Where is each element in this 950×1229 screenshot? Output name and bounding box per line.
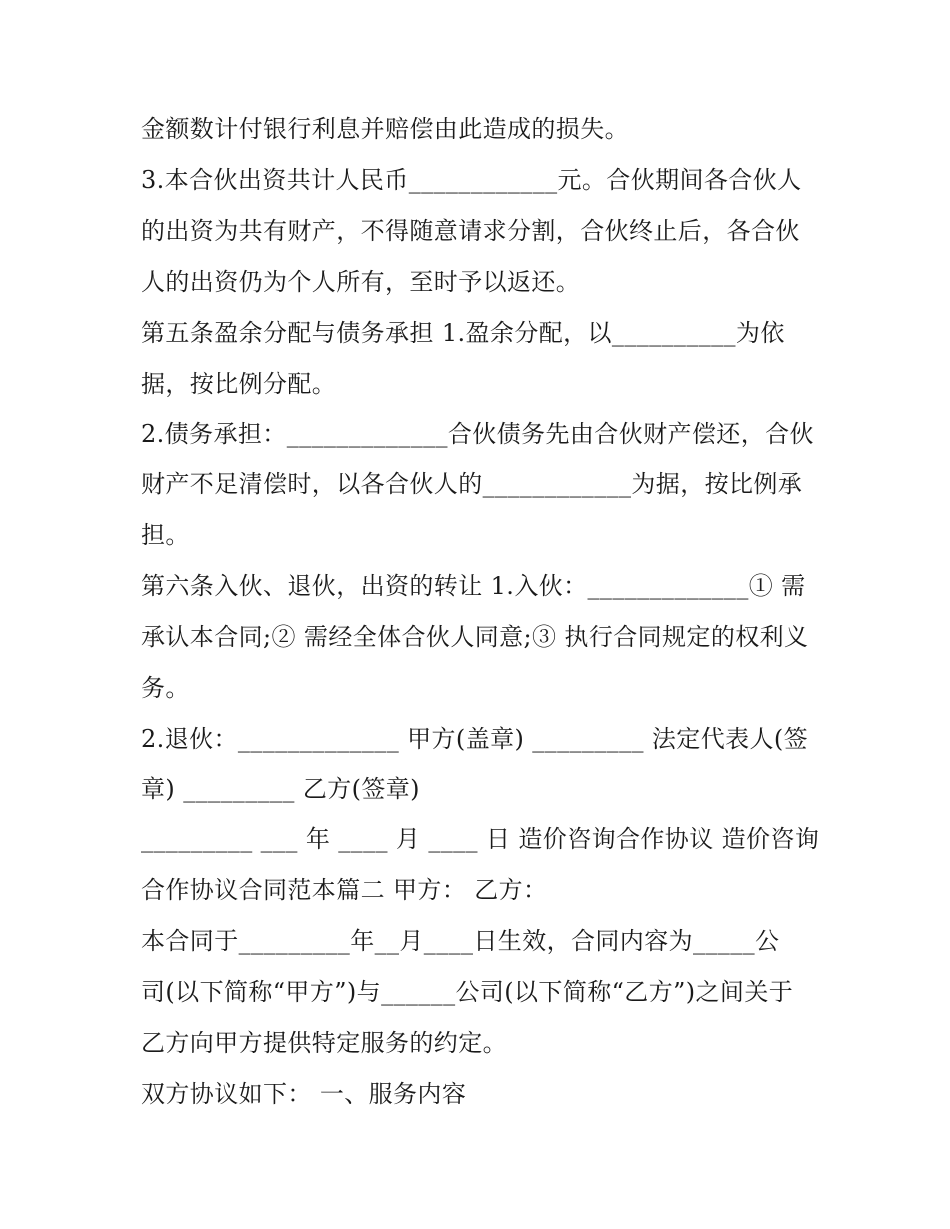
- text-line: 担。: [141, 521, 190, 549]
- text-line: 合作协议合同范本篇二 甲方： 乙方：: [141, 876, 548, 904]
- text-line: 司(以下简称“甲方”)与______公司(以下简称“乙方”)之间关于: [141, 978, 794, 1006]
- text-line: 2.债务承担：_____________合伙债务先由合伙财产偿还，合伙: [141, 420, 814, 448]
- text-line: 乙方向甲方提供特定服务的约定。: [141, 1029, 507, 1057]
- text-line: _________ ___ 年 ____ 月 ____ 日 造价咨询合作协议 造价咨询: [141, 825, 820, 853]
- text-line: 2.退伙：_____________ 甲方(盖章) _________ 法定代表人(签: [141, 725, 809, 753]
- text-line: 3.本合伙出资共计人民币____________元。合伙期间各合伙人: [141, 166, 802, 194]
- text-line: 本合同于_________年__月____日生效，合同内容为_____公: [141, 927, 780, 955]
- text-line: 双方协议如下： 一、服务内容: [141, 1080, 467, 1108]
- text-line: 第六条入伙、退伙，出资的转让 1.入伙：_____________① 需: [141, 572, 806, 600]
- text-line: 务。: [141, 674, 190, 702]
- text-line: 第五条盈余分配与债务承担 1.盈余分配，以__________为依: [141, 319, 785, 347]
- text-line: 金额数计付银行利息并赔偿由此造成的损失。: [141, 115, 629, 143]
- text-line: 章) _________ 乙方(签章): [141, 775, 420, 803]
- text-line: 财产不足清偿时，以各合伙人的____________为据，按比例承: [141, 470, 803, 498]
- text-line: 的出资为共有财产，不得随意请求分割，合伙终止后，各合伙: [141, 217, 800, 245]
- text-line: 据，按比例分配。: [141, 370, 337, 398]
- text-line: 人的出资仍为个人所有，至时予以返还。: [141, 268, 581, 296]
- text-line: 承认本合同;② 需经全体合伙人同意;③ 执行合同规定的权利义: [141, 623, 809, 651]
